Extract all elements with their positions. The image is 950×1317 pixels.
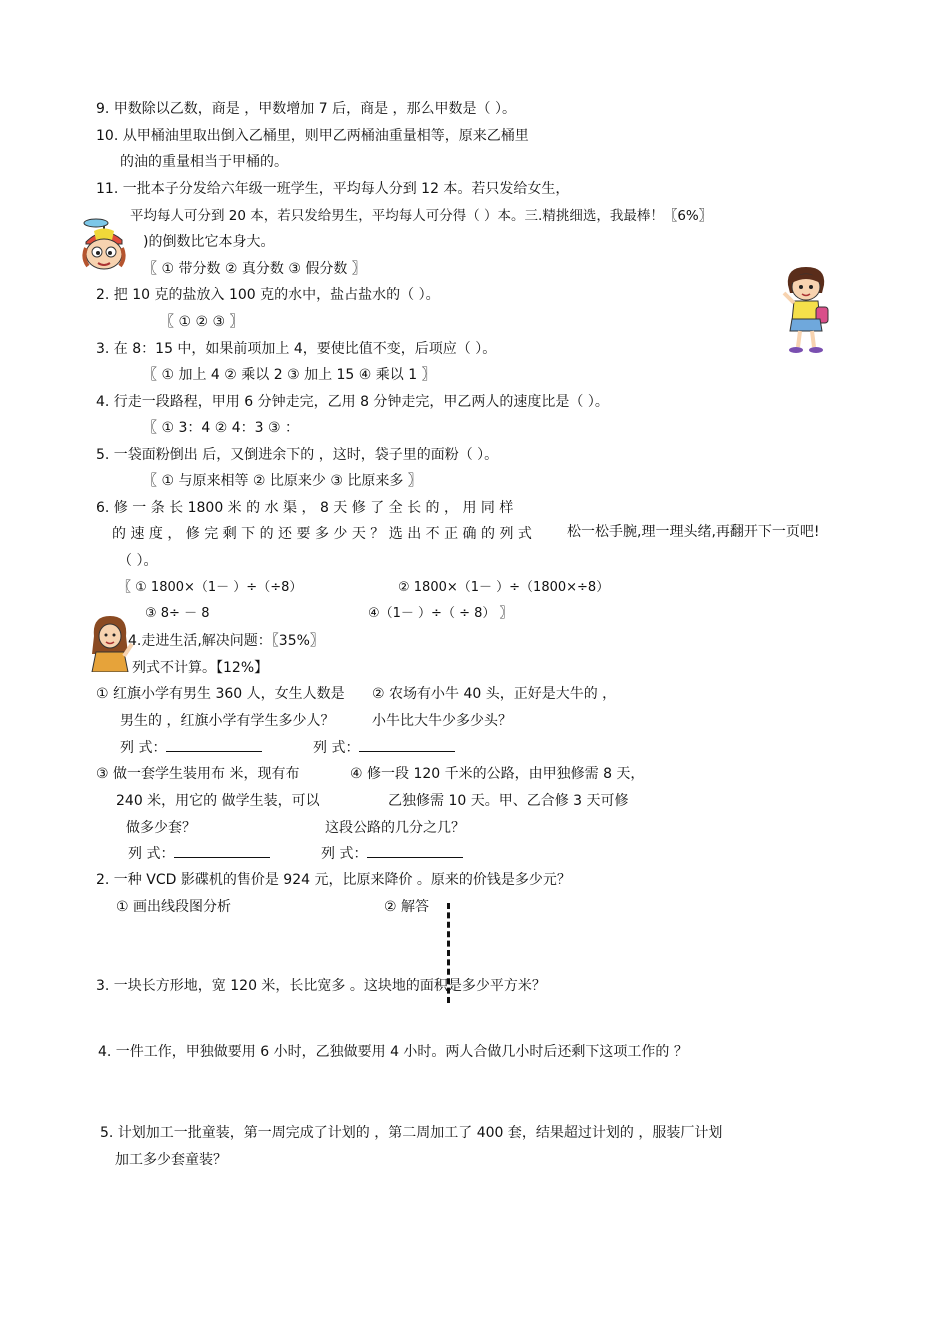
word-problem-4: 4. 一件工作，甲独做要用 6 小时，乙独做要用 4 小时。两人合做几小时后还剩下这项工作的 ？: [98, 1044, 688, 1060]
section-4-heading: 4.走进生活,解决问题：〖35%〗: [128, 633, 324, 649]
word-problem-2-part1: ① 画出线段图分析: [116, 899, 232, 915]
word-problem-5-line2: 加工多少套童装？: [115, 1152, 227, 1168]
app-q2-line2: 小牛比大牛少多少头？: [372, 713, 512, 729]
answer-blank[interactable]: [367, 845, 463, 858]
relax-note: 松一松手腕,理一理头绪,再翻开下一页吧!: [567, 524, 820, 540]
choice-question-1: )的倒数比它本身大。: [143, 234, 275, 250]
word-problem-2-part2: ② 解答: [384, 899, 430, 915]
app-q1-line2: 男生的 ，红旗小学有学生多少人？: [120, 713, 335, 729]
app-q4-expression: 列 式：: [321, 845, 463, 863]
question-10-line1: 10. 从甲桶油里取出倒入乙桶里，则甲乙两桶油重量相等，原来乙桶里: [96, 128, 529, 144]
answer-blank[interactable]: [174, 845, 270, 858]
app-q3-expression: 列 式：: [128, 845, 270, 863]
choice-2-options: 〖 ① ② ③ 〗: [160, 314, 244, 330]
app-q3-line3: 做多少套？: [126, 820, 196, 836]
choice-question-6-line1: 6. 修 一 条 长 1800 米 的 水 渠 ， 8 天 修 了 全 长 的 ， 用 同 样: [96, 500, 514, 516]
answer-blank[interactable]: [166, 739, 262, 752]
choice-question-6-line3: （ ）。: [118, 553, 158, 569]
app-q2-expression: 列 式：: [313, 739, 455, 757]
choice-1-options: 〖 ① 带分数 ② 真分数 ③ 假分数 〗: [143, 261, 366, 277]
choice-4-options: 〖 ① 3：4 ② 4：3 ③ ：: [143, 420, 299, 436]
choice-question-3: 3. 在 8：15 中，如果前项加上 4，要使比值不变，后项应（ ）。: [96, 341, 497, 357]
app-q4-line2: 乙独修需 10 天。甲、乙合修 3 天可修: [388, 793, 629, 809]
question-11-line2: 平均每人可分到 20 本，若只发给男生，平均每人可分得（ ）本。三.精挑细选，我最棒！〖6%〗: [130, 208, 713, 224]
app-q3-line1: ③ 做一套学生装用布 米，现有布: [96, 766, 300, 782]
word-problem-3: 3. 一块长方形地，宽 120 米，长比宽多 。这块地的面积是多少平方米？: [96, 978, 546, 994]
choice-question-2: 2. 把 10 克的盐放入 100 克的水中，盐占盐水的（ ）。: [96, 287, 440, 303]
choice-6-option-4: ④（1－ ）÷（ ÷ 8） 〗: [368, 606, 513, 621]
section-4-subheading: 列式不计算。【12%】: [132, 660, 269, 676]
girl-cartoon-icon: [776, 263, 836, 355]
boy-cartoon-icon: [76, 218, 134, 274]
choice-question-6-line2: 的 速 度 ， 修 完 剩 下 的 还 要 多 少 天 ？ 选 出 不 正 确 的 列 式: [112, 526, 532, 542]
choice-3-options: 〖 ① 加上 4 ② 乘以 2 ③ 加上 15 ④ 乘以 1 〗: [143, 367, 436, 383]
app-q1-line1: ① 红旗小学有男生 360 人，女生人数是: [96, 686, 345, 702]
choice-6-option-1: 〖 ① 1800×（1－ ）÷（÷8）: [118, 580, 303, 595]
choice-question-5: 5. 一袋面粉倒出 后，又倒进余下的 ，这时，袋子里的面粉（ ）。: [96, 447, 499, 463]
question-10-line2: 的油的重量相当于甲桶的。: [120, 154, 288, 170]
choice-6-option-3: ③ 8÷ － 8: [145, 606, 210, 621]
app-q4-line1: ④ 修一段 120 千米的公路，由甲独修需 8 天，: [350, 766, 645, 782]
word-problem-2: 2. 一种 VCD 影碟机的售价是 924 元，比原来降价 。原来的价钱是多少元？: [96, 872, 571, 888]
app-q2-line1: ② 农场有小牛 40 头，正好是大牛的 ，: [372, 686, 617, 702]
app-q3-line2: 240 米，用它的 做学生装，可以: [116, 793, 320, 809]
choice-6-option-2: ② 1800×（1－ ）÷（1800×÷8）: [398, 580, 610, 595]
word-problem-5-line1: 5. 计划加工一批童装，第一周完成了计划的 ，第二周加工了 400 套，结果超过计划的 ，服装厂计划: [100, 1125, 723, 1141]
answer-blank[interactable]: [359, 739, 455, 752]
question-11-line1: 11. 一批本子分发给六年级一班学生，平均每人分到 12 本。若只发给女生，: [96, 181, 570, 197]
choice-5-options: 〖 ① 与原来相等 ② 比原来少 ③ 比原来多 〗: [143, 473, 422, 489]
question-9: 9. 甲数除以乙数，商是 ，甲数增加 7 后，商是 ，那么甲数是（ ）。: [96, 101, 516, 117]
app-q4-line3: 这段公路的几分之几？: [325, 820, 465, 836]
choice-question-4: 4. 行走一段路程，甲用 6 分钟走完，乙用 8 分钟走完，甲乙两人的速度比是（ ）。: [96, 394, 609, 410]
app-q1-expression: 列 式：: [120, 739, 262, 757]
